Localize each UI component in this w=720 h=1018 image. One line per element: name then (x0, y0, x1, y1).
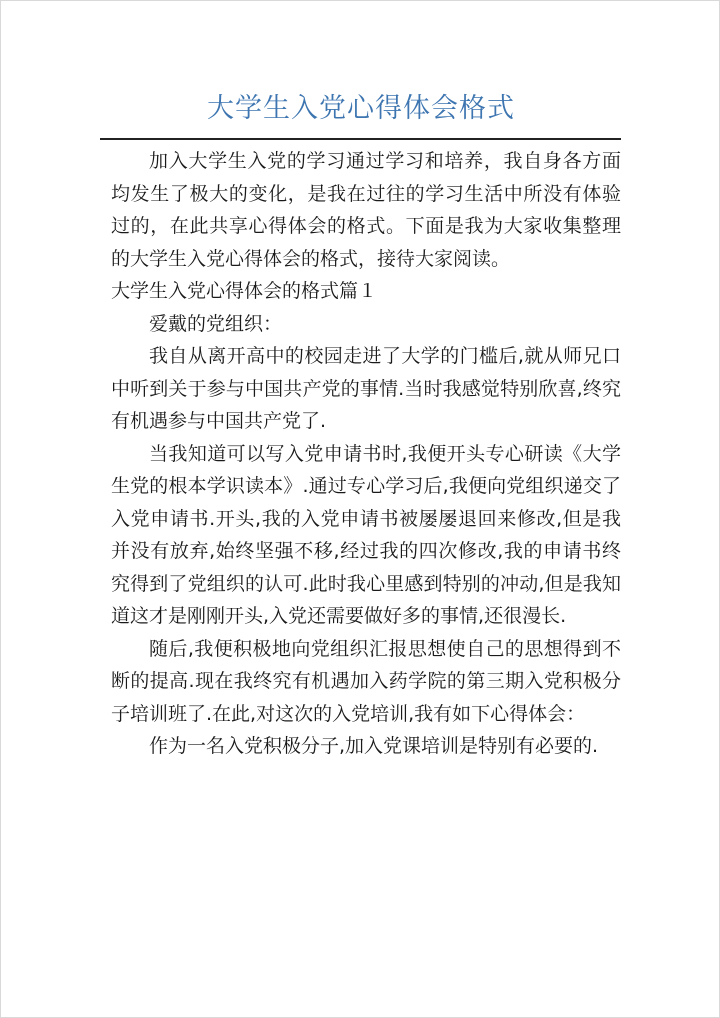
document-title: 大学生入党心得体会格式 (207, 93, 515, 124)
body-paragraph: 作为一名入党积极分子,加入党课培训是特别有必要的. (149, 735, 599, 757)
body-paragraph: 当我知道可以写入党申请书时,我便开头专心研读《大学生党的根本学识读本》.通过专心学习后,我便向党组织递交了入党申请书.开头,我的入党申请书被屡屡退回来修改,但是我并没有放弃,始终坚强不移,经过我的四次修改,我的申请书终究得到了党组织的认可.此时我心里感到特别的冲动,但是我知道这才是刚刚开头,入党还需要做好多的事情,还很漫长. (111, 442, 621, 627)
salutation: 爱戴的党组织： (149, 312, 283, 335)
section-heading: 大学生入党心得体会的格式篇１ (111, 280, 378, 302)
title-underline-divider (100, 138, 621, 140)
body-paragraph: 随后,我便积极地向党组织汇报思想使自己的思想得到不断的提高.现在我终究有机遇加入药学院的第三期入党积极分子培训班了.在此,对这次的入党培训,我有如下心得体会： (111, 637, 621, 725)
intro-paragraph: 加入大学生入党的学习通过学习和培养，我自身各方面均发生了极大的变化，是我在过往的学习生活中所没有体验过的，在此共享心得体会的格式。下面是我为大家收集整理的大学生入党心得体会的格式，接待大家阅读。 (111, 150, 621, 270)
body-paragraph: 我自从离开高中的校园走进了大学的门槛后,就从师兄口中听到关于参与中国共产党的事情.当时我感觉特别欣喜,终究有机遇参与中国共产党了. (111, 345, 621, 432)
document-body (111, 145, 621, 763)
